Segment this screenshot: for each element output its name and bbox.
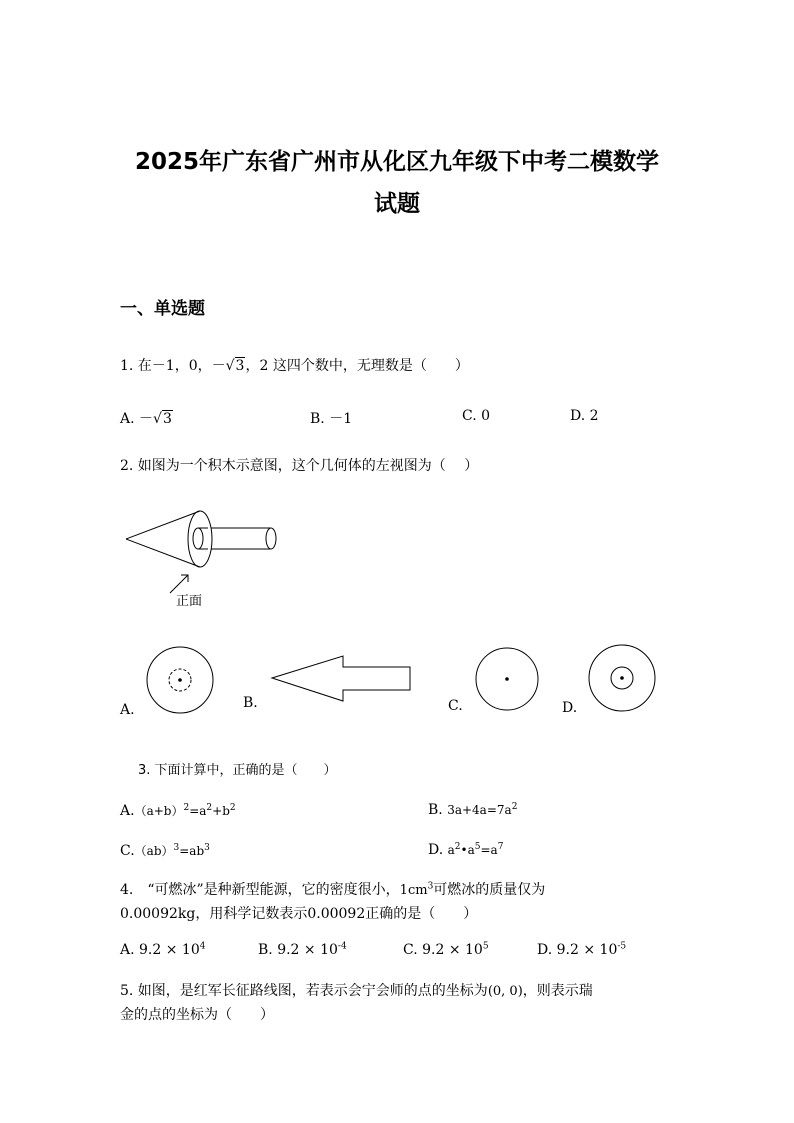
q4-line2-b: ，用科学记数表示0.00092正确的是（ ）: [195, 906, 478, 922]
q1-option-a-radicand: 3: [162, 411, 172, 427]
q3-option-b[interactable]: [428, 802, 517, 818]
q2-option-c-label[interactable]: C.: [448, 698, 463, 714]
q4-option-b-mant: 9.2 × 10: [277, 942, 338, 958]
question-1: [120, 355, 469, 375]
q3-d-base: a: [447, 843, 455, 857]
q3-option-b-label: B.: [428, 802, 443, 818]
q3-option-d-label: D.: [428, 842, 444, 858]
q3-option-b-expr: [447, 803, 517, 817]
question-2: 2. 如图为一个积木示意图，这个几何体的左视图为（ ）: [120, 458, 479, 474]
q1-option-a-radical: √3: [153, 411, 172, 427]
q3-option-c-label: C.: [120, 843, 135, 859]
q2-option-b-label[interactable]: B.: [243, 695, 258, 711]
q1-option-d-label: D.: [570, 408, 586, 424]
q4-unit-exp: 3: [427, 881, 434, 892]
q1-option-b[interactable]: [310, 408, 352, 428]
q4-option-a-exp: 4: [199, 941, 206, 952]
q3-a-exp2: 2: [206, 803, 213, 813]
question-5-line1: [120, 980, 593, 1000]
q3-d-exp3: 7: [497, 842, 504, 852]
q4-option-c-label: C.: [403, 942, 418, 958]
q3-option-c[interactable]: [120, 842, 210, 859]
q4-option-c-exp: 5: [482, 941, 489, 952]
q1-option-d[interactable]: [570, 408, 599, 424]
q3-a-exp3: 2: [229, 803, 236, 813]
q3-a-exp: 2: [183, 803, 190, 813]
q3-option-a[interactable]: [120, 802, 236, 819]
question-5-line2: 金的点的坐标为（ ）: [120, 1007, 274, 1023]
q5-coord: (0, 0): [487, 984, 523, 999]
q1-option-b-text: －1: [329, 411, 353, 427]
q1-option-a[interactable]: [120, 408, 173, 428]
q4-line1-a: 4. “可燃冰”是种新型能源，它的密度很小，: [120, 882, 400, 898]
q4-option-a-mant: 9.2 × 10: [139, 942, 200, 958]
q3-b-base: 3a+4a=7a: [447, 803, 512, 817]
q4-option-d-exp: -5: [617, 941, 627, 952]
q4-line1-b: 可燃冰的质量仅为: [433, 882, 546, 898]
q1-prefix: 1. 在－1，0，: [120, 358, 212, 374]
q4-option-c[interactable]: [403, 942, 489, 958]
q5-line1-a: 5. 如图，是红军长征路线图，若表示会宁会师的点的坐标为: [120, 983, 488, 999]
q1-option-c-text: 0: [481, 408, 491, 424]
q2-option-b-figure: [270, 654, 415, 704]
q3-option-c-expr: [135, 844, 210, 858]
q2-option-a-figure: [146, 646, 216, 716]
q3-c-exp: 3: [173, 843, 180, 853]
question-4-line1: [120, 879, 545, 899]
q4-option-b-exp: -4: [337, 941, 347, 952]
section-heading: 一、单选题: [120, 299, 205, 319]
q2-option-c-figure: [474, 646, 544, 716]
q3-a-rest: =a: [189, 804, 207, 818]
q3-d-exp2: 5: [474, 842, 481, 852]
q1-option-a-label: A.: [120, 411, 135, 427]
q3-b-exp: 2: [511, 802, 518, 812]
q4-option-d[interactable]: [537, 942, 626, 958]
q3-d-exp: 2: [454, 842, 461, 852]
q3-c-exp2: 3: [204, 843, 210, 853]
q4-option-d-mant: 9.2 × 10: [556, 942, 618, 958]
q2-option-a-label[interactable]: A.: [120, 702, 135, 718]
q5-line1-b: ，则表示瑞: [522, 983, 593, 999]
q2-main-figure: [120, 505, 290, 615]
q3-option-d[interactable]: [428, 842, 503, 858]
question-3: 3. 下面计算中，正确的是（ ）: [138, 763, 337, 778]
q4-unit: 1cm: [399, 883, 428, 898]
q1-option-b-label: B.: [310, 411, 325, 427]
q3-a-rest2: +b: [212, 804, 230, 818]
q2-option-d-figure: [588, 644, 658, 714]
q1-option-c-label: C.: [462, 408, 477, 424]
q3-d-rest: =a: [480, 843, 498, 857]
q3-option-d-expr: [448, 843, 504, 857]
q1-option-a-neg: －: [139, 411, 154, 427]
q1-neg-sign: －: [211, 358, 226, 374]
q3-option-a-expr: [135, 804, 236, 818]
q1-option-c[interactable]: [462, 408, 490, 424]
q4-option-b[interactable]: [258, 942, 347, 958]
q3-c-base: （ab）: [134, 844, 174, 858]
page-title-line2: 试题: [374, 191, 420, 217]
q1-suffix: ，2 这四个数中，无理数是（ ）: [245, 358, 469, 374]
q4-line2-a: 0.00092kg: [120, 906, 196, 922]
q4-option-d-label: D.: [537, 942, 553, 958]
q4-option-a[interactable]: [120, 942, 205, 958]
front-label: 正面: [176, 594, 203, 609]
question-4-line2: [120, 903, 477, 923]
q4-option-a-label: A.: [120, 942, 135, 958]
q3-option-a-label: A.: [120, 803, 135, 819]
q1-option-d-text: 2: [589, 408, 599, 424]
q3-a-base: （a+b）: [134, 804, 184, 818]
page-title: 2025年广东省广州市从化区九年级下中考二模数学: [134, 149, 659, 175]
q3-c-rest: =ab: [179, 844, 205, 858]
q2-option-d-label[interactable]: D.: [562, 700, 578, 716]
q1-radicand: 3: [235, 358, 245, 374]
q4-option-c-mant: 9.2 × 10: [422, 942, 483, 958]
q4-option-b-label: B.: [258, 942, 273, 958]
q1-radical: √3: [225, 358, 245, 374]
q3-d-mid: •a: [460, 843, 475, 857]
